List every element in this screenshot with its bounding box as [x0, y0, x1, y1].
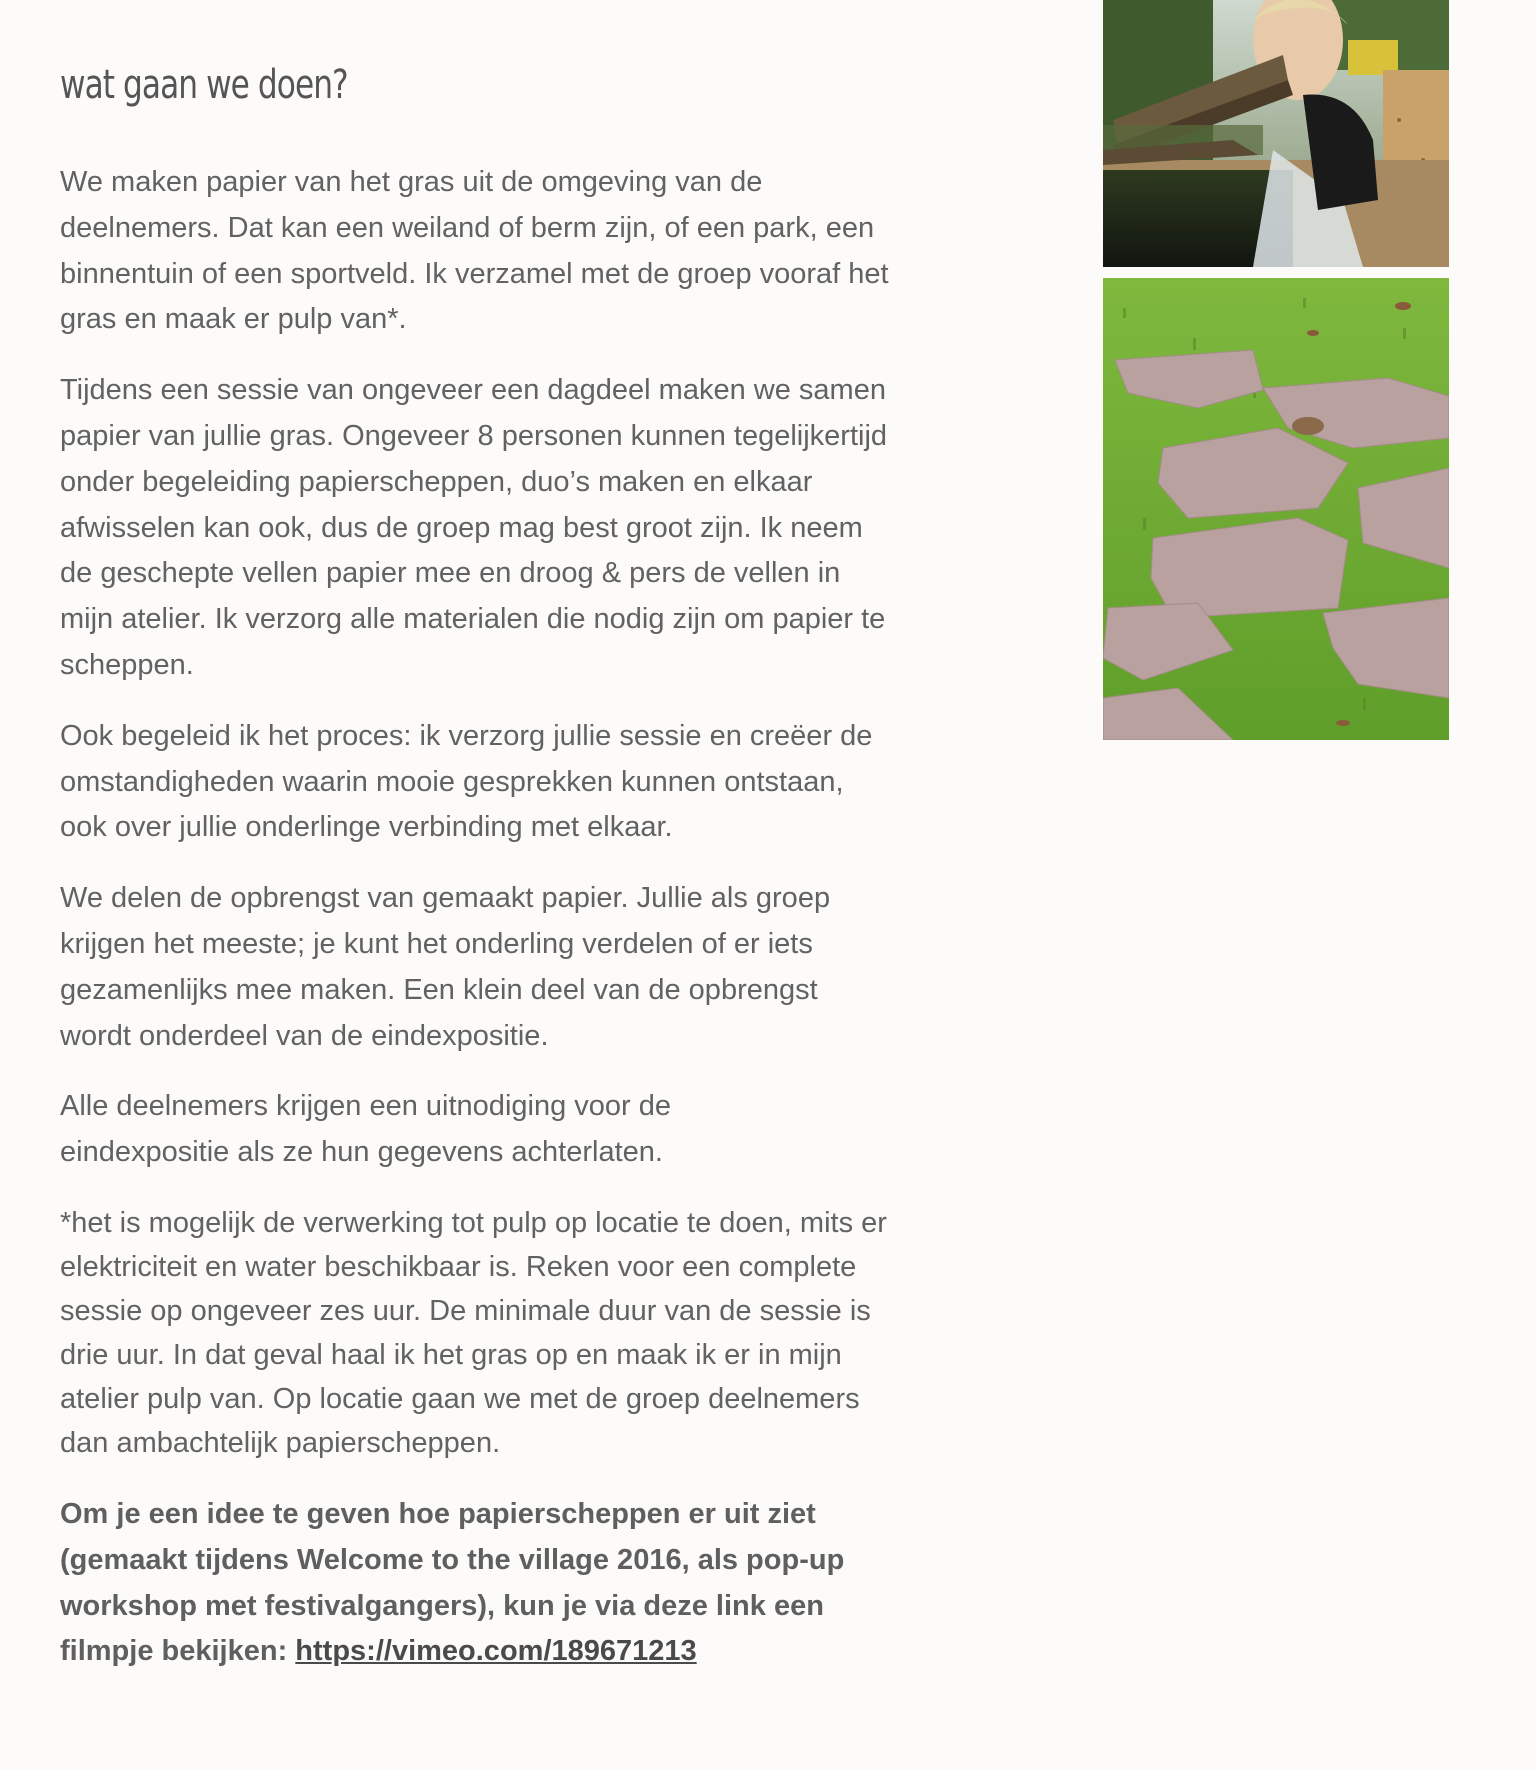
photo-illustration-1 — [1103, 0, 1449, 267]
paragraph-intro: We maken papier van het gras uit de omgeving van de deelnemers. Dat kan een weiland of berm zijn, of een park, een binnentuin of een sportveld. Ik verzamel met de groep vooraf het gras en maak er pulp van*. — [60, 166, 889, 336]
video-intro-text: Om je een idee te geven hoe papierscheppen er uit ziet (gemaakt tijdens Welcome to the village 2016, als pop-up workshop met festivalgangers), kun je via deze link een filmpje bekijken: — [60, 1497, 845, 1668]
paragraph-yield: We delen de opbrengst van gemaakt papier. Jullie als groep krijgen het meeste; je kunt het onderling verdelen of er iets gezamenlijks mee maken. Een klein deel van de opbrengst wordt onderdeel van de eindexpositie. — [60, 882, 831, 1052]
paragraph-invitation: Alle deelnemers krijgen een uitnodiging voor de eindexpositie als ze hun gegevens achterlaten. — [60, 1090, 671, 1169]
vimeo-link[interactable]: https://vimeo.com/189671213 — [295, 1635, 697, 1668]
child-with-paper-mould-photo — [1103, 0, 1449, 267]
page-title: wat gaan we doen? — [60, 62, 348, 108]
photo-illustration-2 — [1103, 278, 1449, 740]
paragraph-session: Tijdens een sessie van ongeveer een dagdeel maken we samen papier van jullie gras. Ongeveer 8 personen kunnen tegelijkertijd onder begeleiding papierscheppen, duo’s maken en elkaar afwisselen kan ook, dus de groep mag best groot zijn. Ik neem de geschepte vellen papier mee en droog & pers de vellen in mijn atelier. Ik verzorg alle materialen die nodig zijn om papier te scheppen. — [60, 374, 888, 681]
paragraph-video — [60, 1492, 1000, 1675]
article-body — [60, 160, 1000, 1700]
paragraph-process: Ook begeleid ik het proces: ik verzorg jullie sessie en creëer de omstandigheden waarin mooie gesprekken kunnen ontstaan, ook over jullie onderlinge verbinding met elkaar. — [60, 719, 873, 844]
paragraph-footnote: *het is mogelijk de verwerking tot pulp op locatie te doen, mits er elektriciteit en water beschikbaar is. Reken voor een complete sessie op ongeveer zes uur. De minimale duur van de sessie is drie uur. In dat geval haal ik het gras op en maak ik er in mijn atelier pulp van. Op locatie gaan we met de groep deelnemers dan ambachtelijk papierscheppen. — [60, 1206, 887, 1459]
grass-paper-sheets-on-lawn-photo — [1103, 278, 1449, 740]
